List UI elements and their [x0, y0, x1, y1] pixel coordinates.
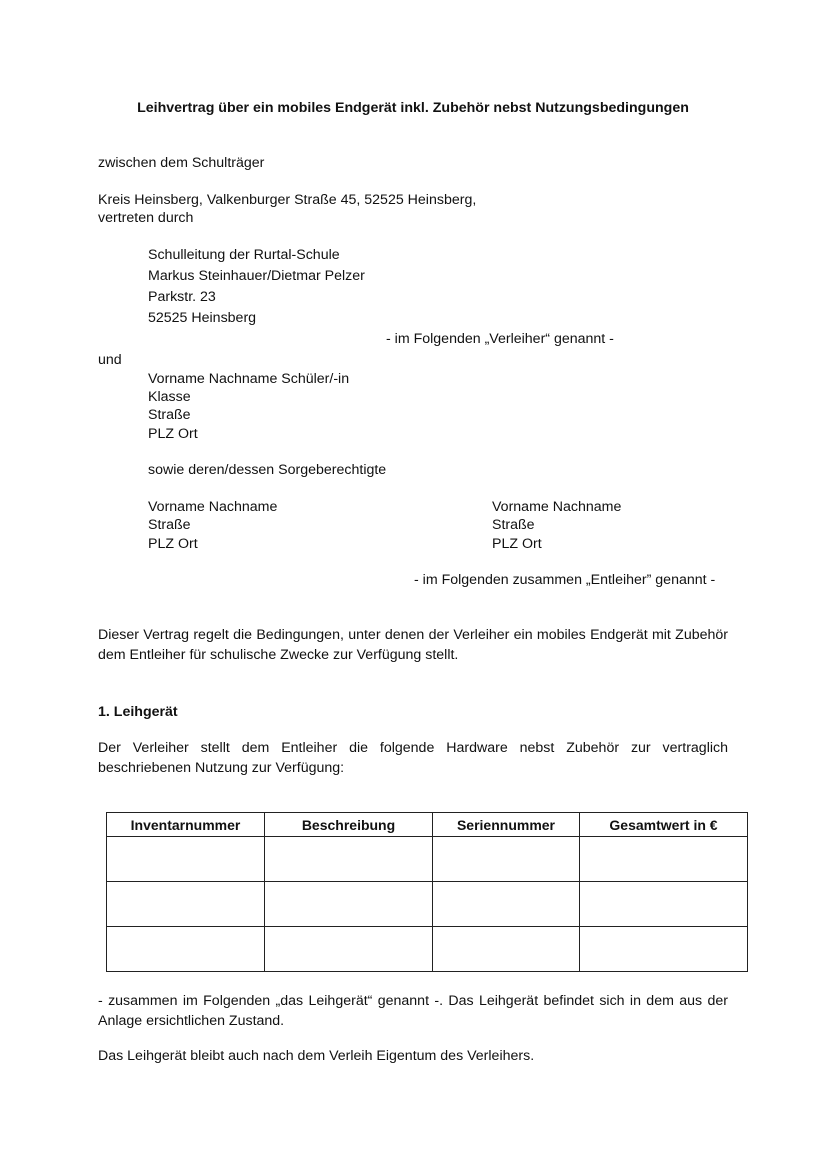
student-line: Straße — [148, 407, 191, 423]
student-line: Klasse — [148, 389, 191, 405]
guardian2-line: PLZ Ort — [492, 536, 542, 552]
table-cell[interactable] — [580, 927, 748, 972]
table-cell[interactable] — [265, 882, 433, 927]
guardians-intro: sowie deren/dessen Sorgeberechtigte — [148, 462, 387, 478]
representative-line: 52525 Heinsberg — [148, 310, 257, 326]
table-cell[interactable] — [107, 837, 265, 882]
guardian1-line: Straße — [148, 517, 191, 533]
table-row — [107, 837, 748, 882]
table-cell[interactable] — [107, 882, 265, 927]
column-header-gesamtwert: Gesamtwert in € — [580, 813, 748, 837]
column-header-inventarnummer: Inventarnummer — [107, 813, 265, 837]
table-cell[interactable] — [433, 882, 580, 927]
and-separator: und — [98, 352, 122, 368]
table-row — [107, 927, 748, 972]
column-header-seriennummer: Seriennummer — [433, 813, 580, 837]
guardian1-line: Vorname Nachname — [148, 499, 278, 515]
guardian1-line: PLZ Ort — [148, 536, 198, 552]
parties-intro: zwischen dem Schulträger — [98, 155, 265, 171]
table-cell[interactable] — [265, 837, 433, 882]
student-line: Vorname Nachname Schüler/-in — [148, 371, 350, 387]
table-cell[interactable] — [433, 837, 580, 882]
guardian2-line: Vorname Nachname — [492, 499, 622, 515]
ownership-statement: Das Leihgerät bleibt auch nach dem Verleih Eigentum des Verleihers. — [98, 1048, 535, 1064]
student-line: PLZ Ort — [148, 426, 198, 442]
loan-device-designation-paragraph: - zusammen im Folgenden „das Leihgerät“ genannt -. Das Leihgerät befindet sich in dem aus der Anlage ersichtlichen Zustand. — [98, 993, 728, 1029]
representative-line: Parkstr. 23 — [148, 289, 216, 305]
school-carrier-address: Kreis Heinsberg, Valkenburger Straße 45, 52525 Heinsberg, — [98, 192, 477, 208]
contract-purpose-paragraph: Dieser Vertrag regelt die Bedingungen, unter denen der Verleiher ein mobiles Endgerät mit Zubehör dem Entleiher für schulische Zwecke zur Verfügung stellt. — [98, 627, 728, 663]
column-header-beschreibung: Beschreibung — [265, 813, 433, 837]
table-cell[interactable] — [265, 927, 433, 972]
table-header-row — [107, 813, 748, 837]
table-cell[interactable] — [107, 927, 265, 972]
lender-designation: - im Folgenden „Verleiher“ genannt - — [386, 331, 614, 347]
table-cell[interactable] — [580, 837, 748, 882]
representative-line: Schulleitung der Rurtal-Schule — [148, 247, 340, 263]
hardware-paragraph: Der Verleiher stellt dem Entleiher die folgende Hardware nebst Zubehör zur vertraglich beschriebenen Nutzung zur Verfügung: — [98, 740, 728, 776]
borrower-designation: - im Folgenden zusammen „Entleiher” genannt - — [414, 572, 716, 588]
representative-line: Markus Steinhauer/Dietmar Pelzer — [148, 268, 365, 284]
guardian2-line: Straße — [492, 517, 535, 533]
table-row — [107, 882, 748, 927]
represented-by: vertreten durch — [98, 210, 194, 226]
document-title: Leihvertrag über ein mobiles Endgerät inkl. Zubehör nebst Nutzungsbedingungen — [137, 100, 689, 116]
table-cell[interactable] — [433, 927, 580, 972]
section-heading-leihgeraet: 1. Leihgerät — [98, 704, 178, 720]
inventory-table — [106, 812, 748, 972]
table-cell[interactable] — [580, 882, 748, 927]
